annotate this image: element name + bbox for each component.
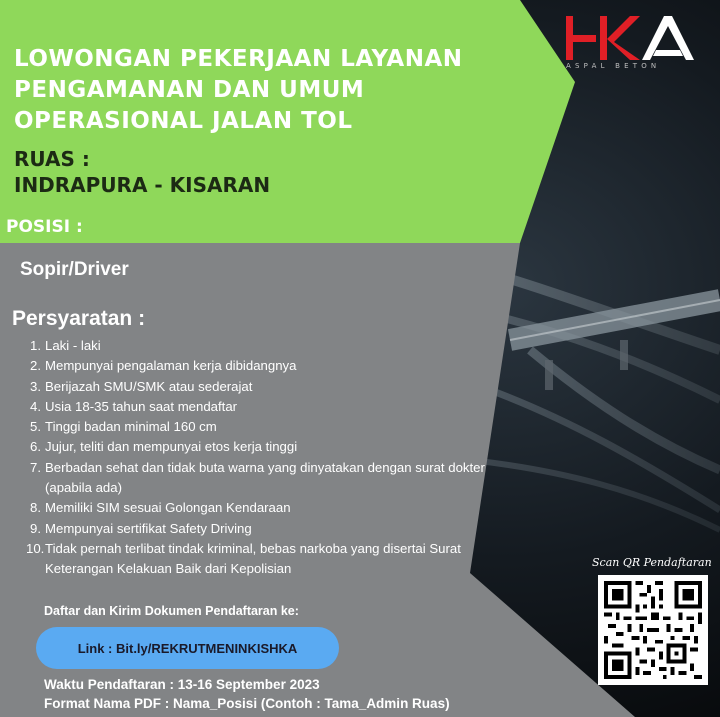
item-number: 4.	[30, 398, 41, 414]
title-line: LOWONGAN PEKERJAAN LAYANAN	[14, 46, 463, 72]
list-item	[26, 397, 486, 417]
item-number: 2.	[30, 358, 41, 374]
registration-period: Waktu Pendaftaran : 13-16 September 2023	[44, 677, 320, 692]
item-number: 6.	[30, 439, 41, 455]
pdf-format-note: Format Nama PDF : Nama_Posisi (Contoh : Tama_Admin Ruas)	[44, 696, 450, 711]
qr-label: Scan QR Pendaftaran	[592, 556, 712, 569]
item-text: Laki - laki	[45, 338, 101, 353]
requirements-list	[26, 336, 486, 580]
qr-code-graphic	[604, 581, 702, 679]
list-item	[26, 539, 486, 580]
page-title	[14, 44, 554, 137]
list-item	[26, 498, 486, 518]
item-text: Berijazah SMU/SMK atau sederajat	[45, 378, 253, 394]
logo-subtitle: ASPAL BETON	[566, 62, 661, 70]
registration-link-button[interactable]: Link : Bit.ly/REKRUTMENINKISHKA	[36, 627, 339, 669]
ruas-label: RUAS :	[14, 147, 90, 171]
item-text: Mempunyai pengalaman kerja dibidangnya	[45, 358, 297, 374]
item-text: Jujur, teliti dan mempunyai etos kerja tinggi	[45, 439, 298, 455]
item-number: 8.	[30, 500, 41, 516]
item-text: Berbadan sehat dan tidak buta warna yang dinyatakan dengan surat dokter (apabila ada)	[45, 459, 485, 496]
title-line: PENGAMANAN DAN UMUM	[14, 77, 365, 103]
list-item	[26, 356, 486, 376]
item-text: Mempunyai sertifikat Safety Driving	[45, 520, 252, 536]
item-text: Usia 18-35 tahun saat mendaftar	[45, 398, 238, 414]
list-item	[26, 336, 486, 356]
ruas-block	[14, 146, 270, 198]
item-number: 7.	[30, 459, 41, 475]
list-item	[26, 377, 486, 397]
position-name: Sopir/Driver	[20, 259, 129, 280]
registration-instruction: Daftar dan Kirim Dokumen Pendaftaran ke:	[44, 604, 299, 618]
list-item	[26, 437, 486, 457]
item-number: 5.	[30, 419, 41, 435]
qr-code-icon[interactable]	[598, 575, 708, 685]
item-number: 1.	[30, 338, 41, 353]
list-item	[26, 417, 486, 437]
item-number: 3.	[30, 378, 41, 394]
item-text: Memiliki SIM sesuai Golongan Kendaraan	[45, 500, 291, 516]
posisi-label: POSISI :	[6, 217, 83, 237]
ruas-value: INDRAPURA - KISARAN	[14, 173, 271, 197]
item-text: Tidak pernah terlibat tindak kriminal, bebas narkoba yang disertai Surat Keterangan Kelakuan Baik dari Kepolisian	[45, 540, 461, 577]
title-line: OPERASIONAL JALAN TOL	[14, 108, 353, 134]
item-text: Tinggi badan minimal 160 cm	[45, 419, 217, 435]
item-number: 9.	[30, 520, 41, 536]
requirements-heading: Persyaratan :	[12, 307, 146, 330]
item-number: 10.	[26, 540, 45, 556]
list-item	[26, 519, 486, 539]
list-item	[26, 458, 486, 499]
